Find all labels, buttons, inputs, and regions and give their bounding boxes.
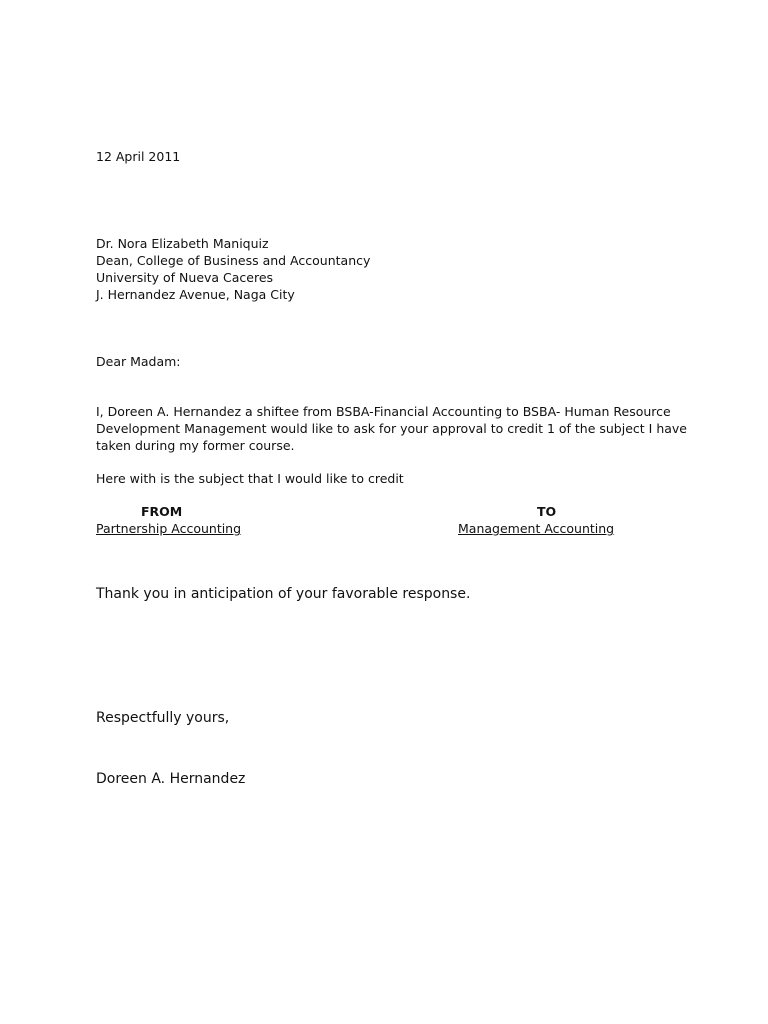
thank-you-line: Thank you in anticipation of your favorable response. — [96, 586, 471, 602]
credit-intro: Here with is the subject that I would like to credit — [96, 471, 404, 486]
body-line-2: Development Management would like to ask for your approval to credit 1 of the subject I have — [96, 421, 687, 436]
closing: Respectfully yours, — [96, 710, 230, 726]
body-line-3: taken during my former course. — [96, 438, 295, 453]
recipient-institution: University of Nueva Caceres — [96, 270, 274, 285]
recipient-address: J. Hernandez Avenue, Naga City — [96, 287, 295, 302]
recipient-name: Dr. Nora Elizabeth Maniquiz — [96, 236, 269, 251]
salutation: Dear Madam: — [96, 354, 181, 369]
letter-date: 12 April 2011 — [96, 149, 181, 164]
body-line-1: I, Doreen A. Hernandez a shiftee from BSBA-Financial Accounting to BSBA- Human Resource — [96, 404, 671, 419]
to-header: TO — [537, 504, 557, 519]
signature-name: Doreen A. Hernandez — [96, 771, 246, 787]
to-subject: Management Accounting — [458, 521, 615, 536]
recipient-position: Dean, College of Business and Accountancy — [96, 253, 371, 268]
from-header: FROM — [141, 504, 183, 519]
from-subject: Partnership Accounting — [96, 521, 242, 536]
